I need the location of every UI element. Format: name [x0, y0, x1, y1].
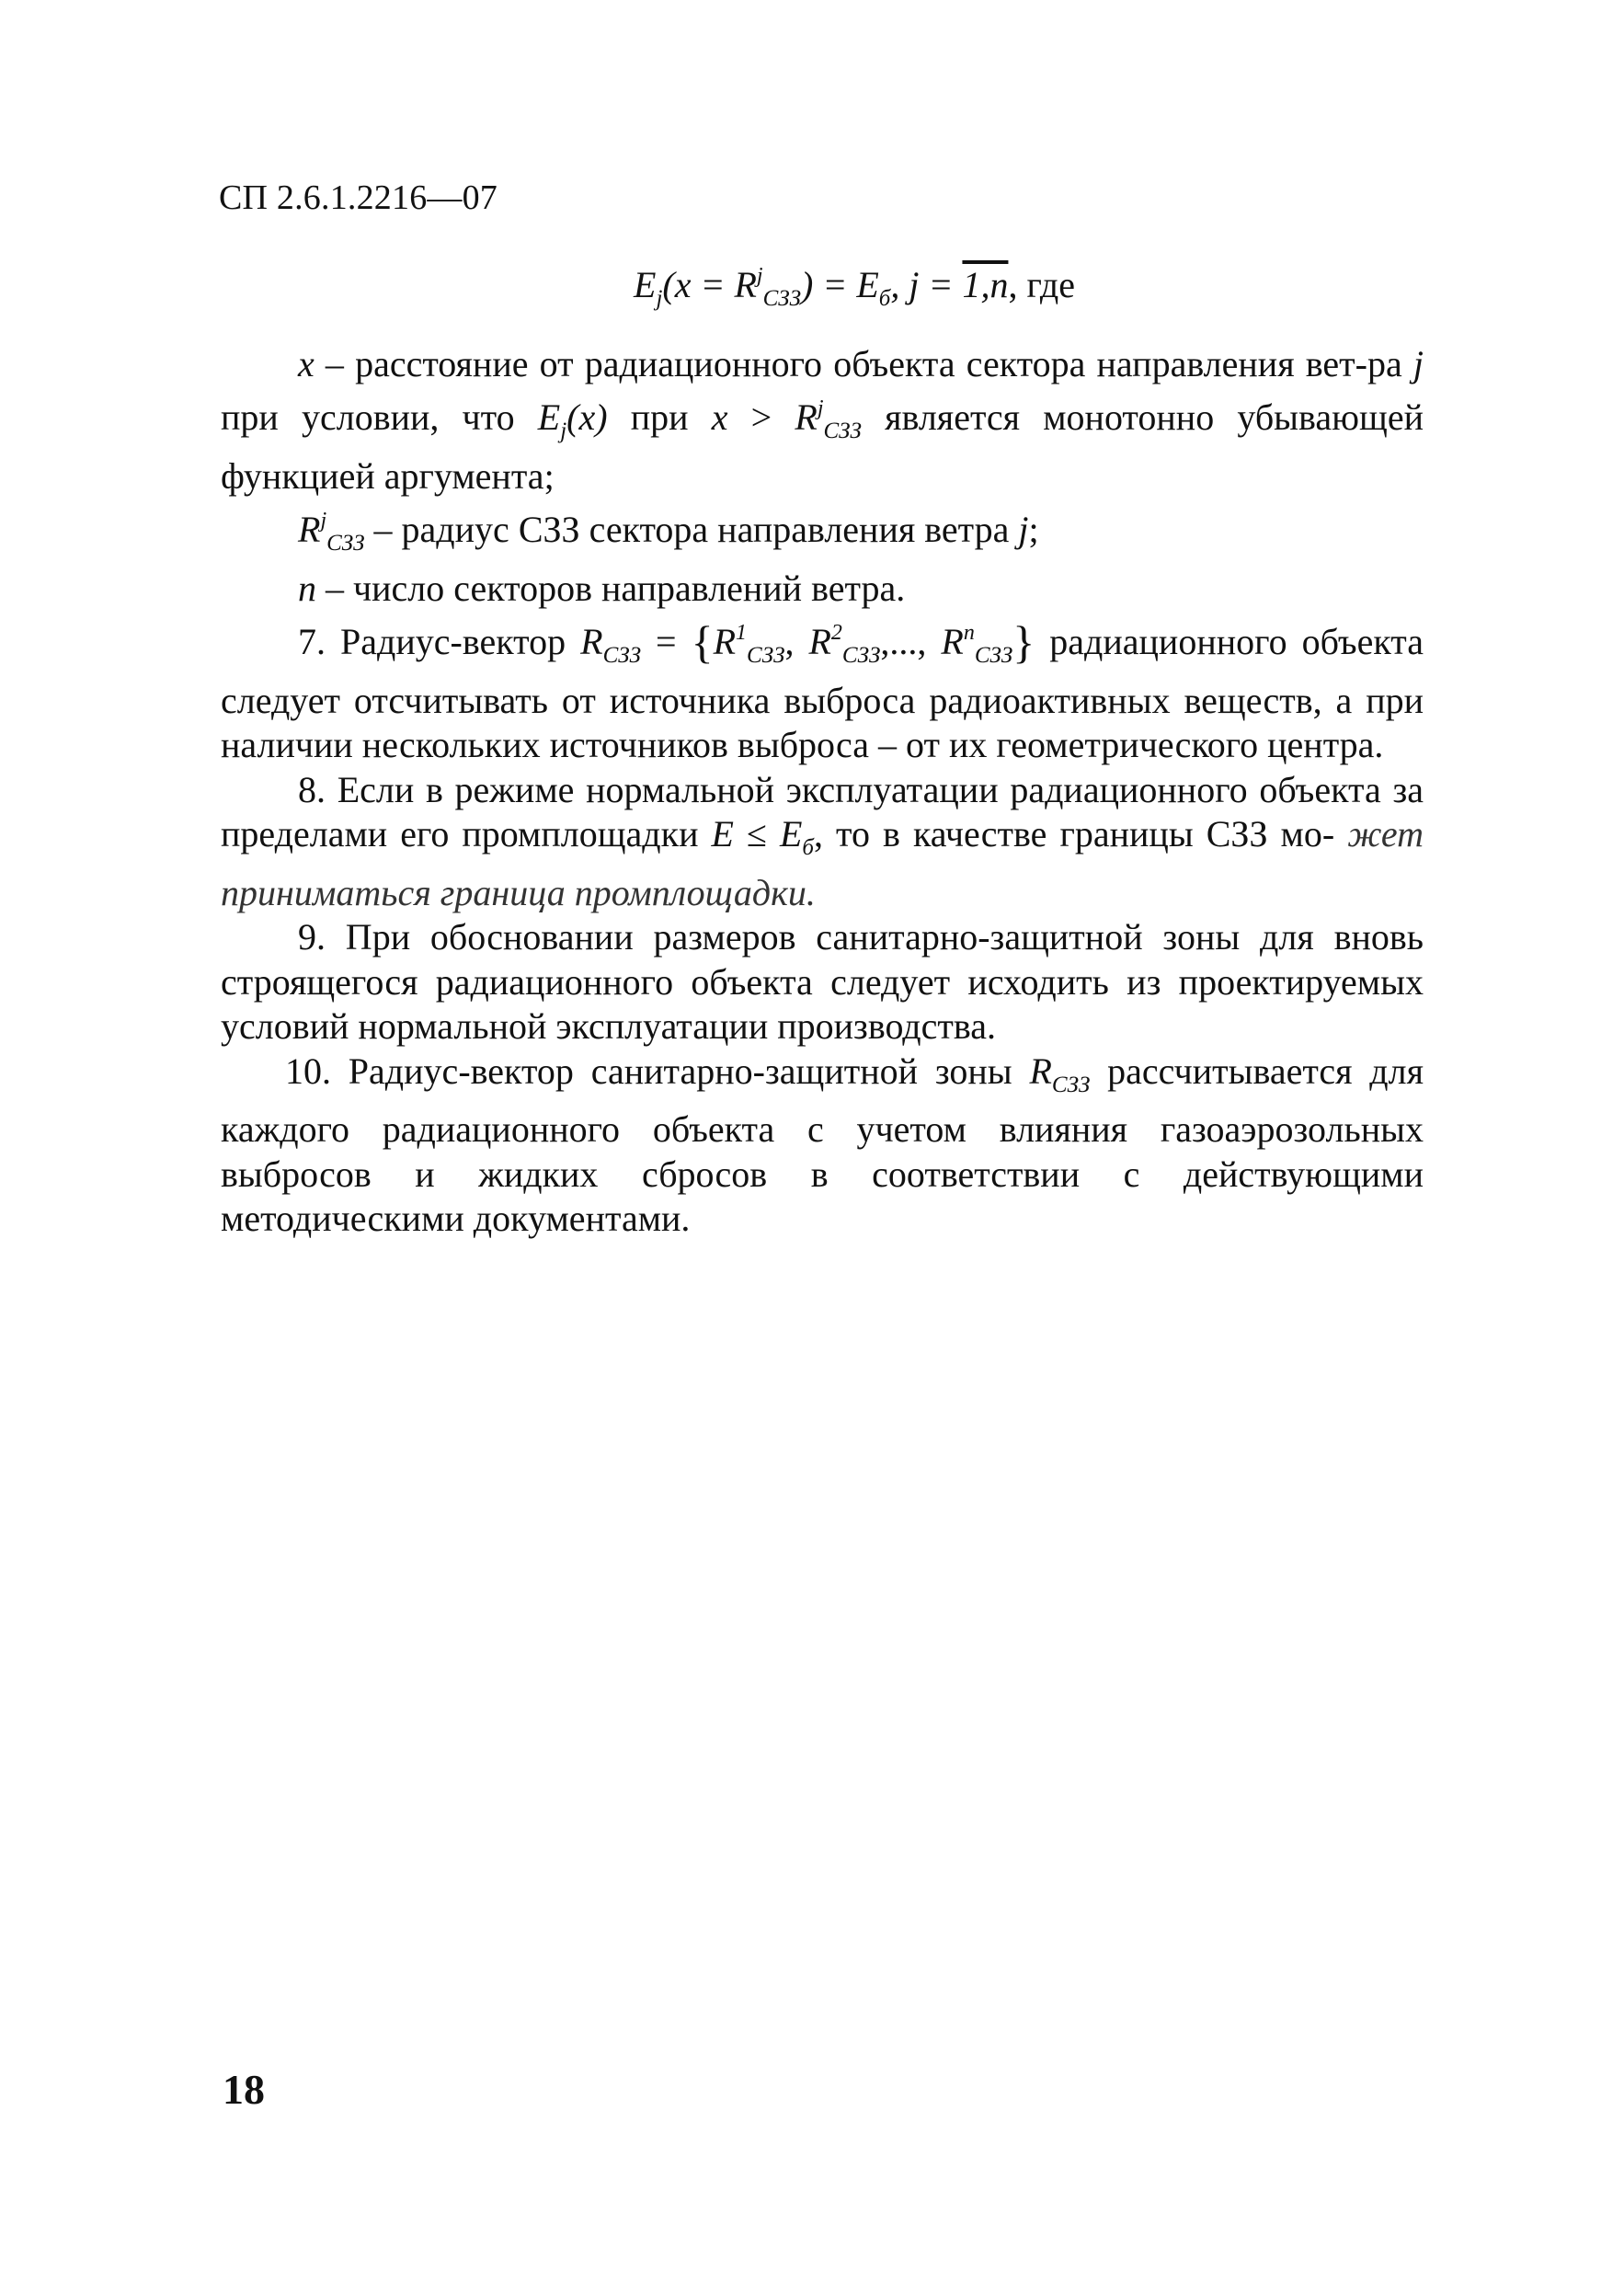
paragraph-7: 7. Радиус-вектор $R_{СЗЗ} = \{R^1_{СЗЗ}$, $R^2_{СЗЗ}$,..., $R^n_{СЗЗ}$} радиационного объекта следует отсчитывать от источника выброса радиоактивных веществ, а при наличии нескольких источников выброса – от их геометрического центра. [221, 616, 1424, 765]
document-body [221, 254, 1424, 1242]
definition-n: n – число секторов направлений ветра. [298, 567, 906, 609]
paragraph-9: 9. При обосновании размеров санитарно-защитной зоны для вновь строящегося радиационного объекта следует исходить из проектируемых условий нормальной эксплуатации производства. [221, 916, 1424, 1047]
definition-r: $R^j_{СЗЗ}$ – радиус СЗЗ сектора направления ветра j; [298, 509, 1039, 556]
page-number: 18 [223, 2066, 265, 2113]
boundary-equation: $E_j(x = R^j_{СЗЗ}) = E_б$, j = 1,n, где [634, 264, 1075, 311]
paragraph-10: 10. Радиус-вектор санитарно-защитной зоны $R_{СЗЗ}$ рассчитывается для каждого радиационного объекта с учетом влияния газоаэрозольных выбросов и жидких сбросов в соответствии с действующими методическими документами. [221, 1050, 1424, 1239]
paragraph-8: 8. Если в режиме нормальной эксплуатации радиационного объекта за пределами его промплощадки $E \le E_б$, то в качестве границы СЗЗ мо- жет приниматься граница промплощадки. [221, 768, 1424, 913]
document-code-header: СП 2.6.1.2216—07 [219, 178, 497, 217]
definition-x: x – расстояние от радиационного объекта сектора направления вет-ра j при условии, что $E_j(x)$ при $x > R^j_{СЗЗ}$ является монотонно убывающей функцией аргумента; [221, 342, 1424, 497]
